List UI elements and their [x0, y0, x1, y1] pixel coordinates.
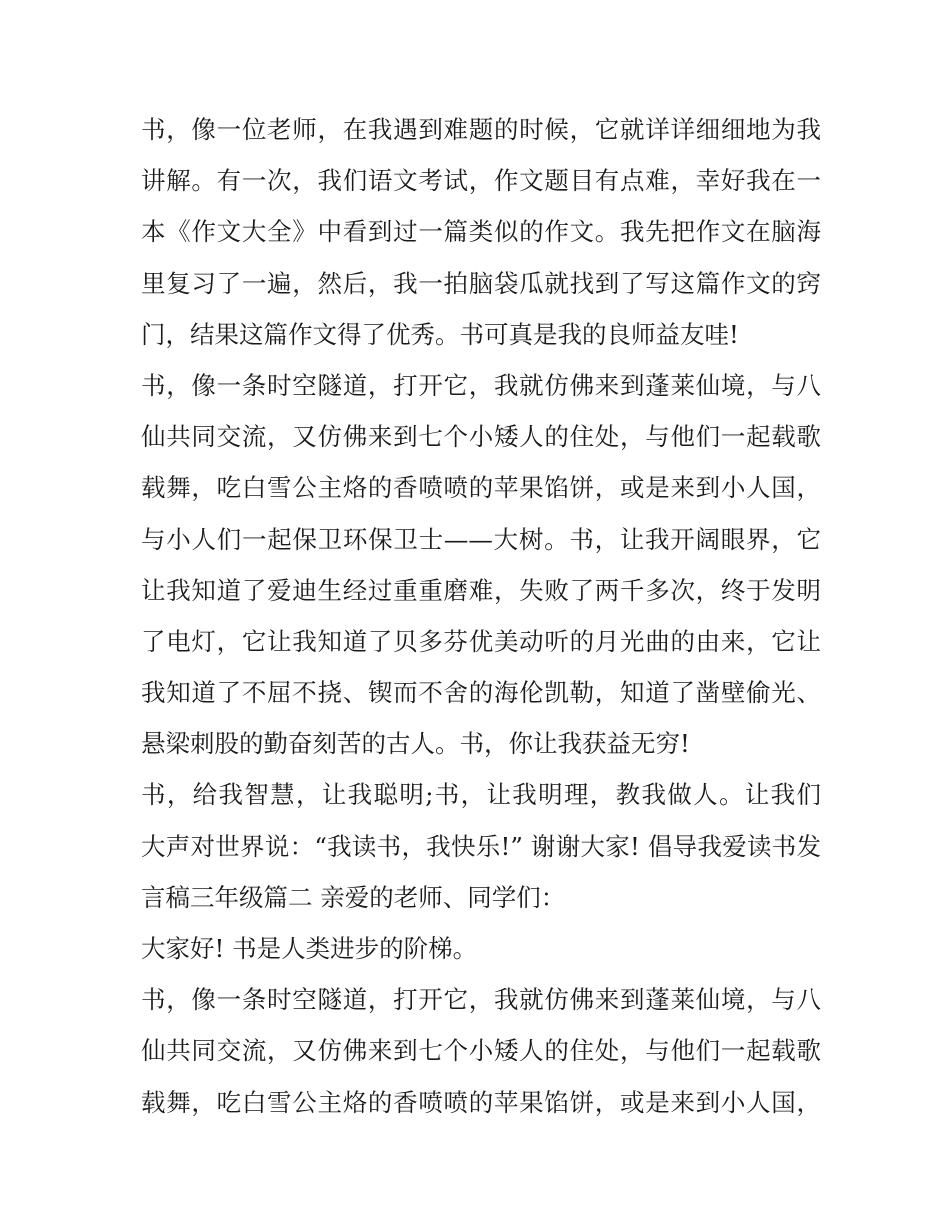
document-body — [141, 104, 821, 1128]
text-line: 书，像一位老师，在我遇到难题的时候，它就详详细细地为我 — [141, 115, 821, 144]
text-line: 里复习了一遍，然后，我一拍脑袋瓜就找到了写这篇作文的窍 — [141, 268, 821, 298]
text-line: 悬梁刺股的勤奋刻苦的古人。书，你让我获益无穷! — [141, 729, 690, 759]
text-line: 书，给我智慧，让我聪明;书，让我明理，教我做人。让我们 — [141, 780, 821, 810]
text-line: 载舞，吃白雪公主烙的香喷喷的苹果馅饼，或是来到小人国， — [141, 473, 821, 503]
text-line: 我知道了不屈不挠、锲而不舍的海伦凯勒，知道了凿壁偷光、 — [141, 678, 821, 708]
text-line: 大家好! 书是人类进步的阶梯。 — [141, 934, 478, 963]
text-line: 仙共同交流，又仿佛来到七个小矮人的住处，与他们一起载歌 — [141, 1036, 821, 1066]
text-line: 门，结果这篇作文得了优秀。书可真是我的良师益友哇! — [141, 319, 739, 349]
text-line: 言稿三年级篇二 亲爱的老师、同学们： — [141, 882, 566, 912]
text-line: 本《作文大全》中看到过一篇类似的作文。我先把作文在脑海 — [141, 217, 821, 247]
text-line: 让我知道了爱迪生经过重重磨难，失败了两千多次，终于发明 — [141, 575, 821, 605]
text-line: 仙共同交流，又仿佛来到七个小矮人的住处，与他们一起载歌 — [141, 422, 821, 452]
text-line: 书，像一条时空隧道，打开它，我就仿佛来到蓬莱仙境，与八 — [141, 370, 821, 400]
text-line: 载舞，吃白雪公主烙的香喷喷的苹果馅饼，或是来到小人国， — [141, 1087, 821, 1117]
text-line: 讲解。有一次，我们语文考试，作文题目有点难，幸好我在一 — [141, 166, 821, 196]
text-line: 书，像一条时空隧道，打开它，我就仿佛来到蓬莱仙境，与八 — [141, 985, 821, 1015]
text-line: 与小人们一起保卫环保卫士——大树。书，让我开阔眼界，它 — [141, 524, 821, 554]
text-line: 了电灯，它让我知道了贝多芬优美动听的月光曲的由来，它让 — [141, 626, 821, 656]
text-line: 大声对世界说：“我读书，我快乐!” 谢谢大家! 倡导我爱读书发 — [141, 831, 821, 861]
